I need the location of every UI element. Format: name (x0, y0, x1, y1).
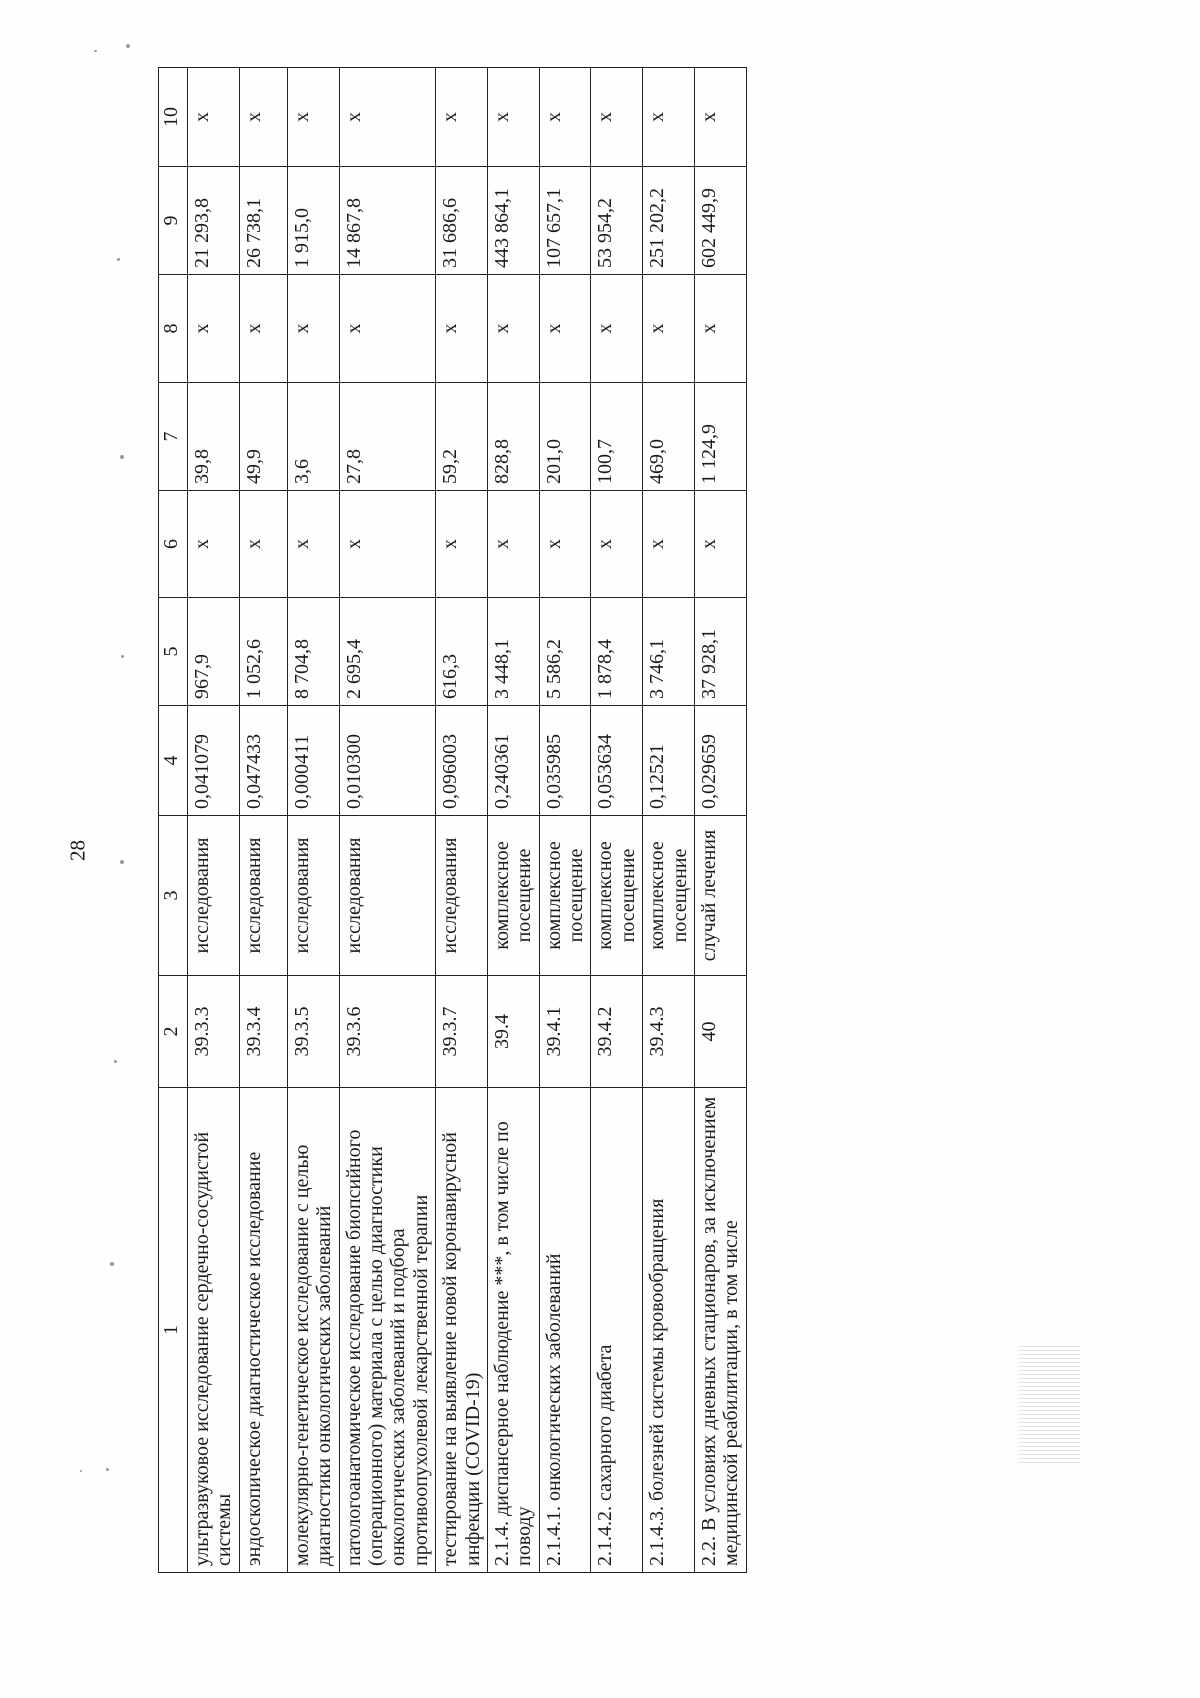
cell-col6: х (643, 491, 695, 598)
cell-col7: 3,6 (287, 383, 339, 491)
cell-code: 40 (695, 976, 747, 1088)
cell-col4: 0,010300 (339, 706, 436, 816)
cell-col4: 0,240361 (487, 706, 539, 816)
cell-col8: х (695, 275, 747, 383)
cell-col5: 1 878,4 (591, 598, 643, 706)
cell-col9: 53 954,2 (591, 167, 643, 275)
cell-col8: х (539, 275, 591, 383)
cell-col5: 3 746,1 (643, 598, 695, 706)
cell-name: 2.2. В условиях дневных стационаров, за исключением медицинской реабилитации, в том числе (695, 1088, 747, 1573)
cell-col5: 967,9 (188, 598, 240, 706)
cell-col7: 1 124,9 (695, 383, 747, 491)
cell-col7: 828,8 (487, 383, 539, 491)
cell-name: ультразвуковое исследование сердечно-сосудистой системы (188, 1088, 240, 1573)
cell-col4: 0,047433 (239, 706, 287, 816)
table-row (539, 68, 591, 1573)
cell-col4: 0,053634 (591, 706, 643, 816)
cell-unit: комплексное посещение (487, 816, 539, 976)
table-row (287, 68, 339, 1573)
cell-unit: исследования (339, 816, 436, 976)
cell-unit: комплексное посещение (539, 816, 591, 976)
cell-col5: 5 586,2 (539, 598, 591, 706)
data-table (158, 67, 747, 1573)
cell-col6: х (239, 491, 287, 598)
header-cell: 8 (159, 275, 188, 383)
cell-col6: х (188, 491, 240, 598)
cell-code: 39.4.3 (643, 976, 695, 1088)
cell-col10: х (339, 68, 436, 167)
cell-unit: комплексное посещение (643, 816, 695, 976)
cell-col8: х (239, 275, 287, 383)
header-cell: 1 (159, 1088, 188, 1573)
cell-unit: исследования (436, 816, 488, 976)
cell-unit: исследования (287, 816, 339, 976)
cell-col8: х (591, 275, 643, 383)
cell-col9: 26 738,1 (239, 167, 287, 275)
cell-col10: х (188, 68, 240, 167)
cell-code: 39.3.7 (436, 976, 488, 1088)
cell-col8: х (287, 275, 339, 383)
table-row (643, 68, 695, 1573)
cell-name: 2.1.4.1. онкологических заболеваний (539, 1088, 591, 1573)
cell-unit: случай лечения (695, 816, 747, 976)
cell-code: 39.3.3 (188, 976, 240, 1088)
header-cell: 3 (159, 816, 188, 976)
cell-col8: х (487, 275, 539, 383)
cell-col7: 201,0 (539, 383, 591, 491)
table-row (591, 68, 643, 1573)
cell-name: тестирование на выявление новой коронавирусной инфекции (COVID-19) (436, 1088, 488, 1573)
cell-name: 2.1.4.2. сахарного диабета (591, 1088, 643, 1573)
header-cell: 2 (159, 976, 188, 1088)
cell-col7: 100,7 (591, 383, 643, 491)
cell-col8: х (339, 275, 436, 383)
cell-unit: исследования (188, 816, 240, 976)
cell-col10: х (436, 68, 488, 167)
cell-col9: 31 686,6 (436, 167, 488, 275)
cell-code: 39.3.6 (339, 976, 436, 1088)
cell-col6: х (287, 491, 339, 598)
cell-col4: 0,035985 (539, 706, 591, 816)
table-row (188, 68, 240, 1573)
cell-col5: 1 052,6 (239, 598, 287, 706)
cell-col8: х (643, 275, 695, 383)
cell-col7: 49,9 (239, 383, 287, 491)
rotated-table (158, 68, 1053, 1573)
cell-col5: 616,3 (436, 598, 488, 706)
page-number: 28 (65, 840, 90, 861)
cell-code: 39.4.1 (539, 976, 591, 1088)
cell-col7: 59,2 (436, 383, 488, 491)
table-row (239, 68, 287, 1573)
table-row (436, 68, 488, 1573)
cell-unit: комплексное посещение (591, 816, 643, 976)
cell-col6: х (539, 491, 591, 598)
header-cell: 10 (159, 68, 188, 167)
cell-col10: х (591, 68, 643, 167)
cell-col5: 3 448,1 (487, 598, 539, 706)
header-cell: 7 (159, 383, 188, 491)
table-row (695, 68, 747, 1573)
cell-name: патологоанатомическое исследование биопсийного (операционного) материала с целью диагностики онкологических заболеваний и подбора противоопухолевой лекарственной терапии (339, 1088, 436, 1573)
cell-col7: 39,8 (188, 383, 240, 491)
cell-col10: х (487, 68, 539, 167)
cell-col6: х (695, 491, 747, 598)
cell-col9: 14 867,8 (339, 167, 436, 275)
table-header-row (159, 68, 188, 1573)
cell-col10: х (695, 68, 747, 167)
cell-col5: 37 928,1 (695, 598, 747, 706)
cell-col6: х (487, 491, 539, 598)
header-cell: 5 (159, 598, 188, 706)
cell-col8: х (188, 275, 240, 383)
table-row (487, 68, 539, 1573)
cell-col6: х (339, 491, 436, 598)
header-cell: 6 (159, 491, 188, 598)
cell-col4: 0,041079 (188, 706, 240, 816)
header-cell: 9 (159, 167, 188, 275)
cell-unit: исследования (239, 816, 287, 976)
cell-col9: 602 449,9 (695, 167, 747, 275)
cell-col5: 2 695,4 (339, 598, 436, 706)
cell-col4: 0,096003 (436, 706, 488, 816)
cell-code: 39.4 (487, 976, 539, 1088)
cell-col9: 107 657,1 (539, 167, 591, 275)
cell-col6: х (591, 491, 643, 598)
cell-col9: 251 202,2 (643, 167, 695, 275)
cell-name: 2.1.4.3. болезней системы кровообращения (643, 1088, 695, 1573)
cell-col5: 8 704,8 (287, 598, 339, 706)
table-row (339, 68, 436, 1573)
cell-col8: х (436, 275, 488, 383)
header-cell: 4 (159, 706, 188, 816)
cell-col9: 1 915,0 (287, 167, 339, 275)
table-container (158, 68, 1053, 1573)
cell-code: 39.3.5 (287, 976, 339, 1088)
cell-col7: 27,8 (339, 383, 436, 491)
cell-col10: х (287, 68, 339, 167)
cell-col9: 21 293,8 (188, 167, 240, 275)
cell-col7: 469,0 (643, 383, 695, 491)
cell-col4: 0,000411 (287, 706, 339, 816)
cell-col9: 443 864,1 (487, 167, 539, 275)
cell-name: эндоскопическое диагностическое исследование (239, 1088, 287, 1573)
cell-col10: х (643, 68, 695, 167)
cell-col10: х (239, 68, 287, 167)
cell-name: молекулярно-генетическое исследование с целью диагностики онкологических заболеваний (287, 1088, 339, 1573)
cell-name: 2.1.4. диспансерное наблюдение ***, в том числе по поводу (487, 1088, 539, 1573)
cell-code: 39.3.4 (239, 976, 287, 1088)
cell-col4: 0,029659 (695, 706, 747, 816)
cell-col4: 0,12521 (643, 706, 695, 816)
cell-code: 39.4.2 (591, 976, 643, 1088)
cell-col10: х (539, 68, 591, 167)
cell-col6: х (436, 491, 488, 598)
